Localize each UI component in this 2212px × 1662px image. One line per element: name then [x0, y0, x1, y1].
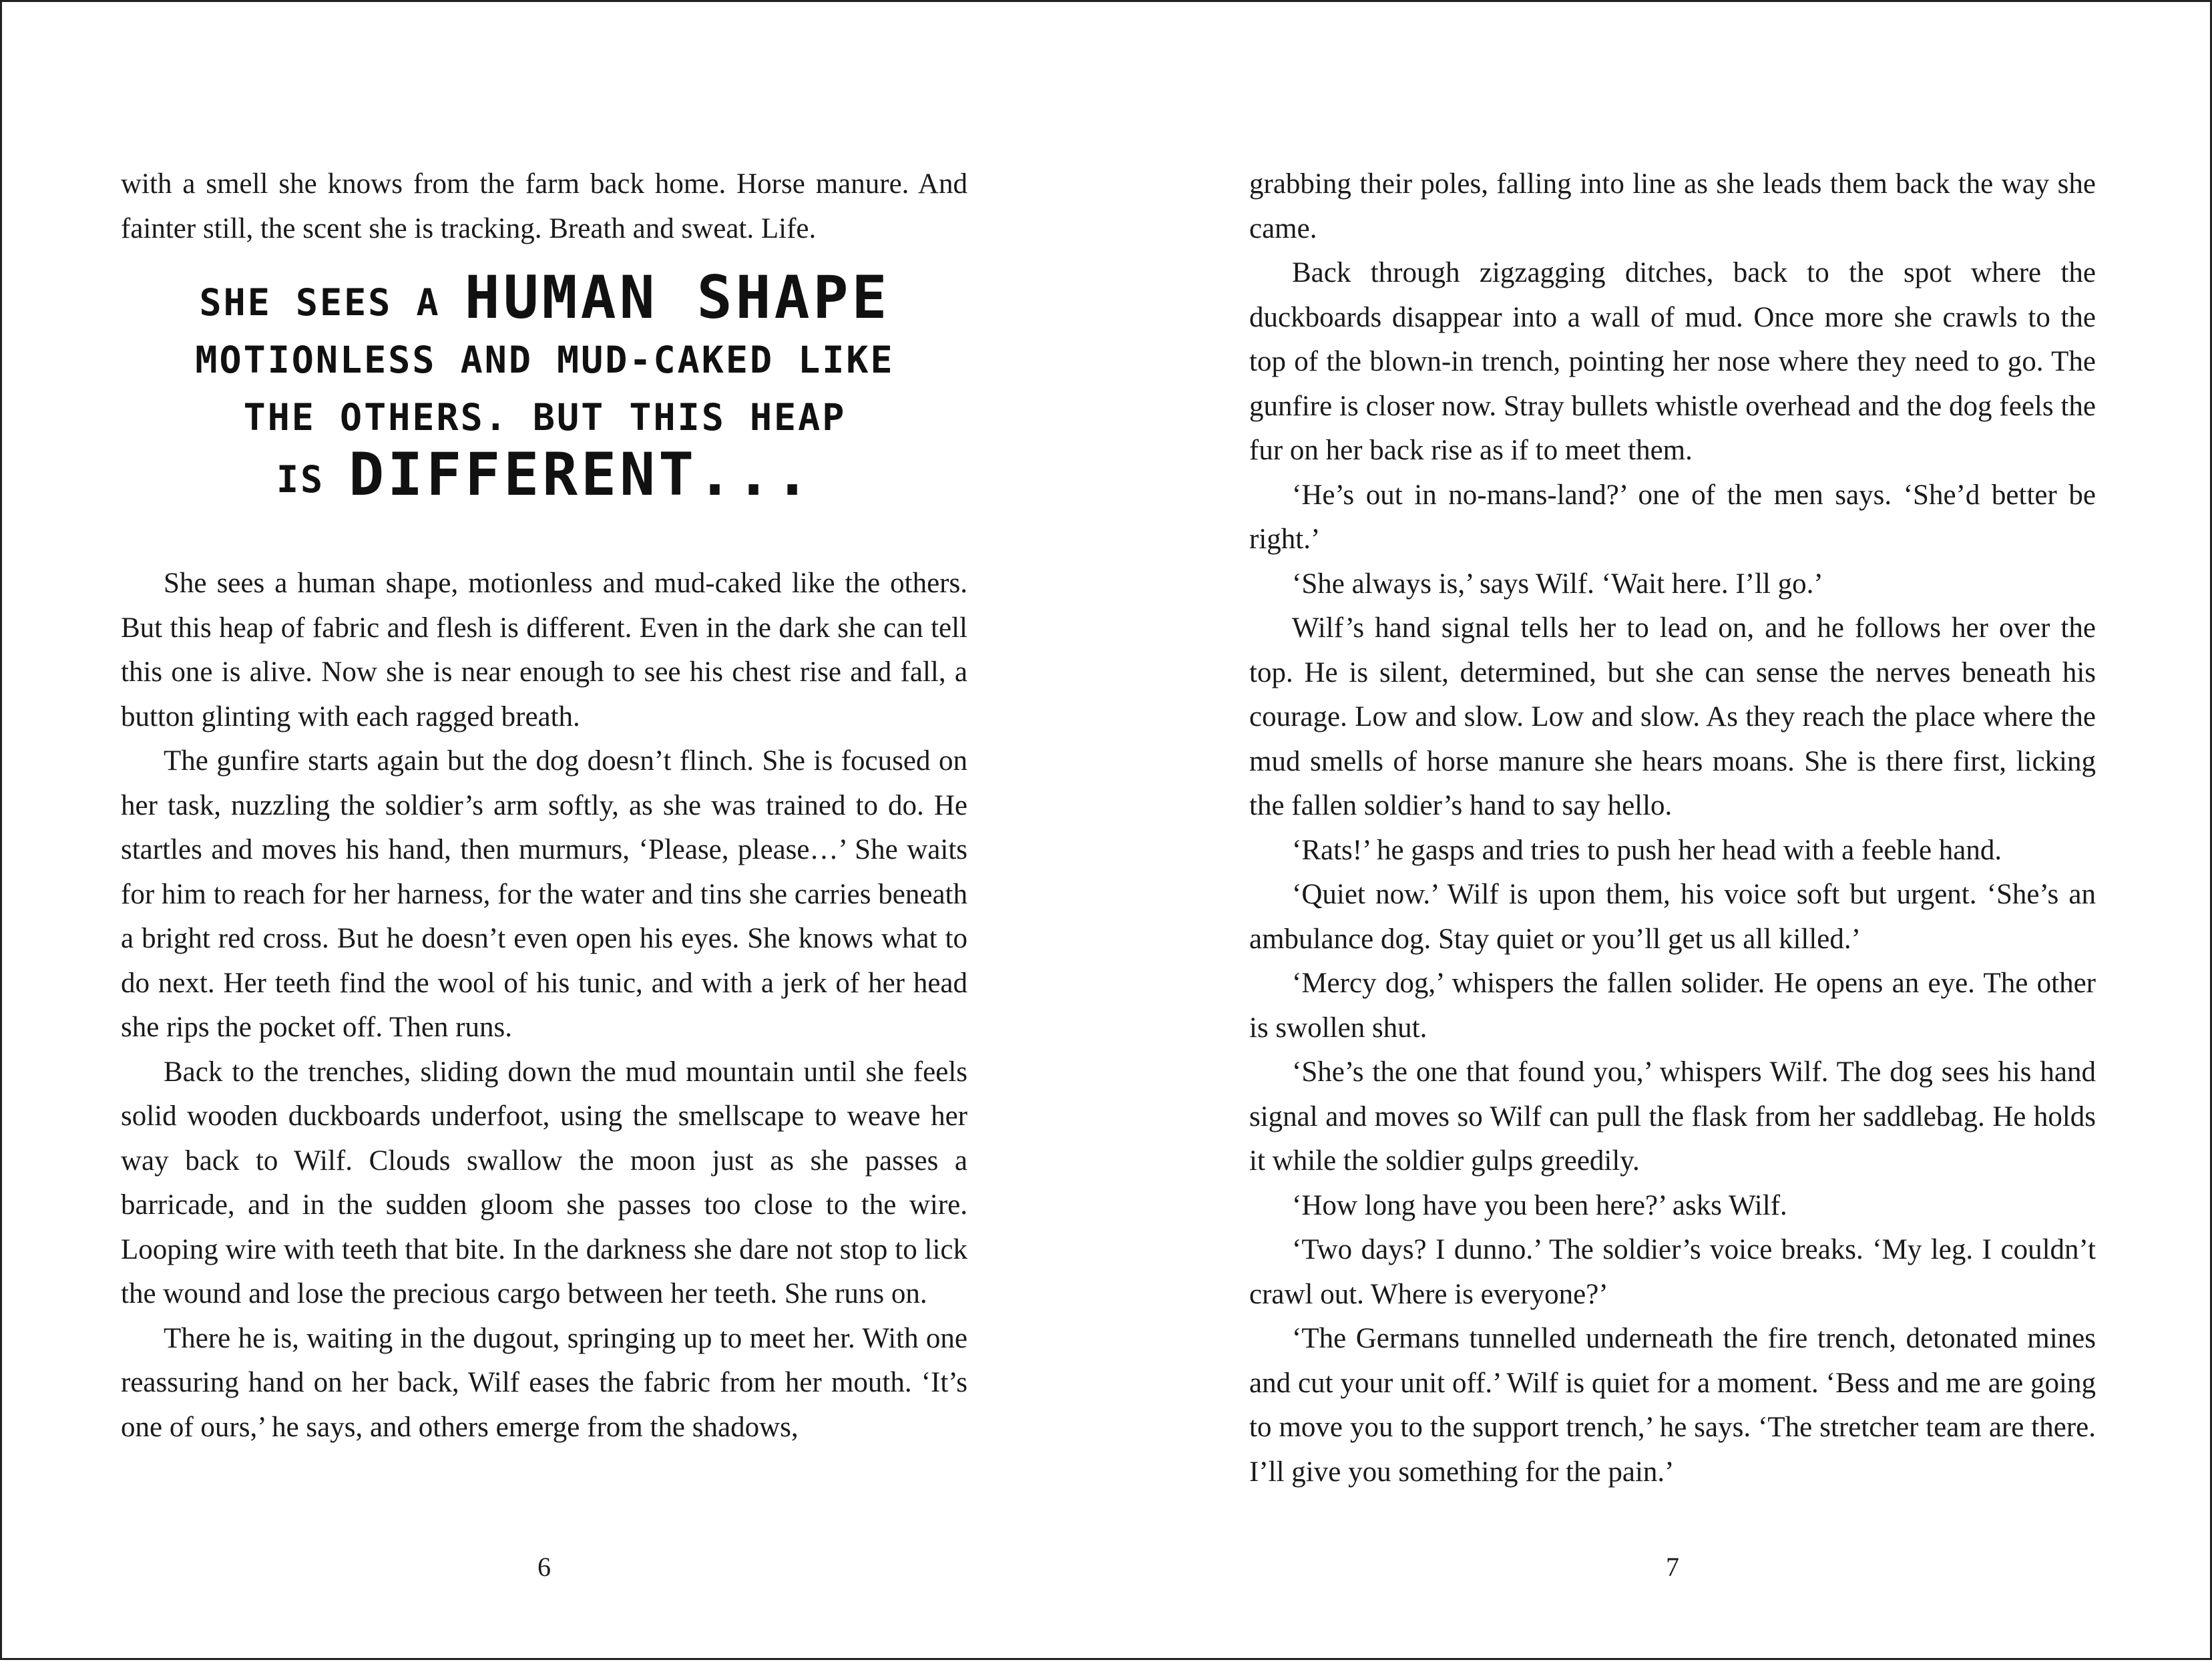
right-page [1249, 2, 2096, 1662]
left-body-text [121, 562, 967, 1450]
pull-quote-line-4-small: IS [276, 458, 349, 501]
right-paragraph: ‘Quiet now.’ Wilf is upon them, his voice soft but urgent. ‘She’s an ambulance dog. Stay quiet or you’ll get us all killed.’ [1249, 879, 2096, 955]
left-page [121, 2, 967, 1662]
pull-quote-line-2: MOTIONLESS AND MUD-CAKED LIKE [195, 339, 895, 381]
right-paragraph: ‘The Germans tunnelled underneath the fire trench, detonated mines and cut your unit off.’ Wilf is quiet for a moment. ‘Bess and me are going to move you to the support trench,’ he says. ‘The stretcher team are there. I’ll give you something for the pain.’ [1249, 1323, 2096, 1488]
left-opening-text [121, 162, 967, 251]
right-body-text [1249, 162, 2096, 1494]
right-paragraph: grabbing their poles, falling into line as she leads them back the way she came. [1249, 168, 2096, 244]
page-number-left: 6 [537, 1552, 551, 1582]
pull-quote-line-3: THE OTHERS. BUT THIS HEAP [243, 396, 847, 439]
pull-quote-emphasis-different: DIFFERENT... [349, 440, 814, 509]
right-paragraph: ‘She’s the one that found you,’ whispers Wilf. The dog sees his hand signal and moves so Wilf can pull the flask from her saddlebag. He holds it while the soldier gulps greedily. [1249, 1056, 2096, 1177]
page-number-right: 7 [1666, 1552, 1679, 1582]
pull-quote-line-1 [128, 263, 962, 332]
left-opening-paragraph: with a smell she knows from the farm back home. Horse manure. And fainter still, the scent she is tracking. Breath and sweat. Life. [121, 168, 967, 244]
pull-quote-emphasis-human-shape: HUMAN SHAPE [464, 263, 891, 332]
left-paragraph: She sees a human shape, motionless and mud-caked like the others. But this heap of fabric and flesh is different. Even in the dark she can tell this one is alive. Now she is near enough to see his chest rise and fall, a button glinting with each ragged breath. [121, 568, 967, 733]
left-paragraph: There he is, waiting in the dugout, springing up to meet her. With one reassuring hand on her back, Wilf eases the fabric from her mouth. ‘It’s one of ours,’ he says, and others emerge from the shadows, [121, 1322, 967, 1443]
right-paragraph: ‘Two days? I dunno.’ The soldier’s voice breaks. ‘My leg. I couldn’t crawl out. Where is everyone?’ [1249, 1234, 2096, 1310]
right-paragraph: ‘Rats!’ he gasps and tries to push her head with a feeble hand. [1292, 834, 2002, 866]
right-paragraph: ‘How long have you been here?’ asks Wilf. [1292, 1189, 1787, 1221]
right-paragraph: Wilf’s hand signal tells her to lead on, and he follows her over the top. He is silent, determined, but she can sense the nerves beneath his courage. Low and slow. Low and slow. As they reach the place where the mud smells of horse manure she hears moans. She is there first, licking the fallen soldier’s hand to say hello. [1249, 612, 2096, 821]
right-paragraph: Back through zigzagging ditches, back to the spot where the duckboards disappear into a wall of mud. Once more she crawls to the top of the blown-in trench, pointing her nose where they need to go. The gunfire is closer now. Stray bullets whistle overhead and the dog feels the fur on her back rise as if to meet them. [1249, 257, 2096, 466]
pull-quote [128, 263, 962, 509]
left-paragraph: The gunfire starts again but the dog doesn’t flinch. She is focused on her task, nuzzling the soldier’s arm softly, as she was trained to do. He startles and moves his hand, then murmurs, ‘Please, please…’ She waits for him to reach for her harness, for the water and tins she carries beneath a bright red cross. But he doesn’t even open his eyes. She knows what to do next. Her teeth find the wool of his tunic, and with a jerk of her head she rips the pocket off. Then runs. [121, 745, 967, 1043]
right-paragraph: ‘Mercy dog,’ whispers the fallen solider. He opens an eye. The other is swollen shut. [1249, 968, 2096, 1044]
right-paragraph: ‘She always is,’ says Wilf. ‘Wait here. I’ll go.’ [1292, 568, 1823, 600]
pull-quote-line-4 [128, 440, 962, 509]
right-paragraph: ‘He’s out in no-mans-land?’ one of the men says. ‘She’d better be right.’ [1249, 479, 2096, 555]
left-paragraph: Back to the trenches, sliding down the mud mountain until she feels solid wooden duckboards underfoot, using the smellscape to weave her way back to Wilf. Clouds swallow the moon just as she passes a barricade, and in the sudden gloom she passes too close to the wire. Looping wire with teeth that bite. In the darkness she dare not stop to lick the wound and lose the precious cargo between her teeth. She runs on. [121, 1056, 967, 1309]
pull-quote-line-1-small: SHE SEES A [199, 281, 465, 324]
